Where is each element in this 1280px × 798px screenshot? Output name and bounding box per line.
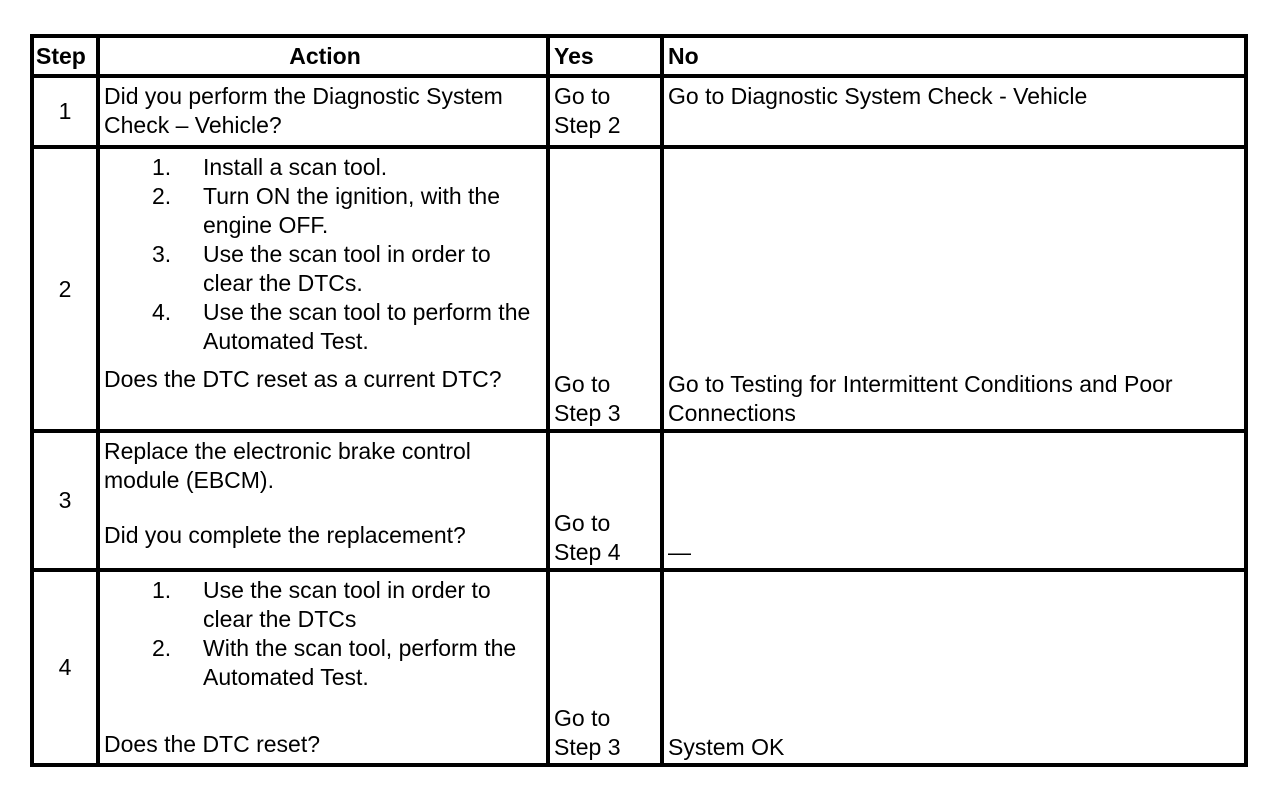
list-item-number: 2. <box>152 183 172 209</box>
list-item-text: Use the scan tool to perform the Automated Test. <box>203 299 531 354</box>
list-item-text: Install a scan tool. <box>203 154 388 180</box>
list-item-number: 4. <box>152 299 172 325</box>
list-item-number: 1. <box>152 577 172 603</box>
action-question: Does the DTC reset as a current DTC? <box>104 366 502 392</box>
list-item-text: Use the scan tool in order to clear the DTCs. <box>203 241 491 296</box>
no-cell: Go to Diagnostic System Check - Vehicle <box>662 76 1246 147</box>
list-item <box>104 182 546 240</box>
list-item-number: 1. <box>152 154 172 180</box>
list-item-text: Turn ON the ignition, with the engine OFF. <box>203 183 501 238</box>
list-item <box>104 576 546 634</box>
action-question: Does the DTC reset? <box>104 731 321 757</box>
header-yes: Yes <box>548 36 662 76</box>
action-text: Replace the electronic brake control module (EBCM). <box>104 438 471 493</box>
action-question: Did you complete the replacement? <box>104 522 466 548</box>
table-row <box>32 431 1246 570</box>
list-item <box>104 298 546 356</box>
step-number: 4 <box>32 570 98 765</box>
table-row <box>32 570 1246 765</box>
action-steps-list <box>104 576 546 692</box>
yes-cell: Go to Step 3 <box>548 147 662 431</box>
yes-cell: Go to Step 2 <box>548 76 662 147</box>
action-cell <box>98 76 548 147</box>
list-item-text: With the scan tool, perform the Automated Test. <box>203 635 517 690</box>
list-item <box>104 634 546 692</box>
step-number: 1 <box>32 76 98 147</box>
no-cell: System OK <box>662 570 1246 765</box>
list-item-number: 2. <box>152 635 172 661</box>
table-row <box>32 147 1246 431</box>
step-number: 3 <box>32 431 98 570</box>
action-cell <box>98 431 548 570</box>
header-step: Step <box>32 36 98 76</box>
action-text: Did you perform the Diagnostic System Check – Vehicle? <box>104 83 503 138</box>
action-cell <box>98 570 548 765</box>
action-cell <box>98 147 548 431</box>
yes-cell: Go to Step 3 <box>548 570 662 765</box>
no-cell: — <box>662 431 1246 570</box>
list-item-number: 3. <box>152 241 172 267</box>
action-steps-list <box>104 153 546 356</box>
list-item <box>104 153 546 182</box>
diagnostic-table <box>30 34 1248 767</box>
no-cell: Go to Testing for Intermittent Conditions and Poor Connections <box>662 147 1246 431</box>
header-no: No <box>662 36 1246 76</box>
list-item <box>104 240 546 298</box>
list-item-text: Use the scan tool in order to clear the DTCs <box>203 577 491 632</box>
table-header-row <box>32 36 1246 76</box>
step-number: 2 <box>32 147 98 431</box>
table-row <box>32 76 1246 147</box>
header-action: Action <box>98 36 548 76</box>
diagnostic-table-container <box>30 34 1244 767</box>
yes-cell: Go to Step 4 <box>548 431 662 570</box>
